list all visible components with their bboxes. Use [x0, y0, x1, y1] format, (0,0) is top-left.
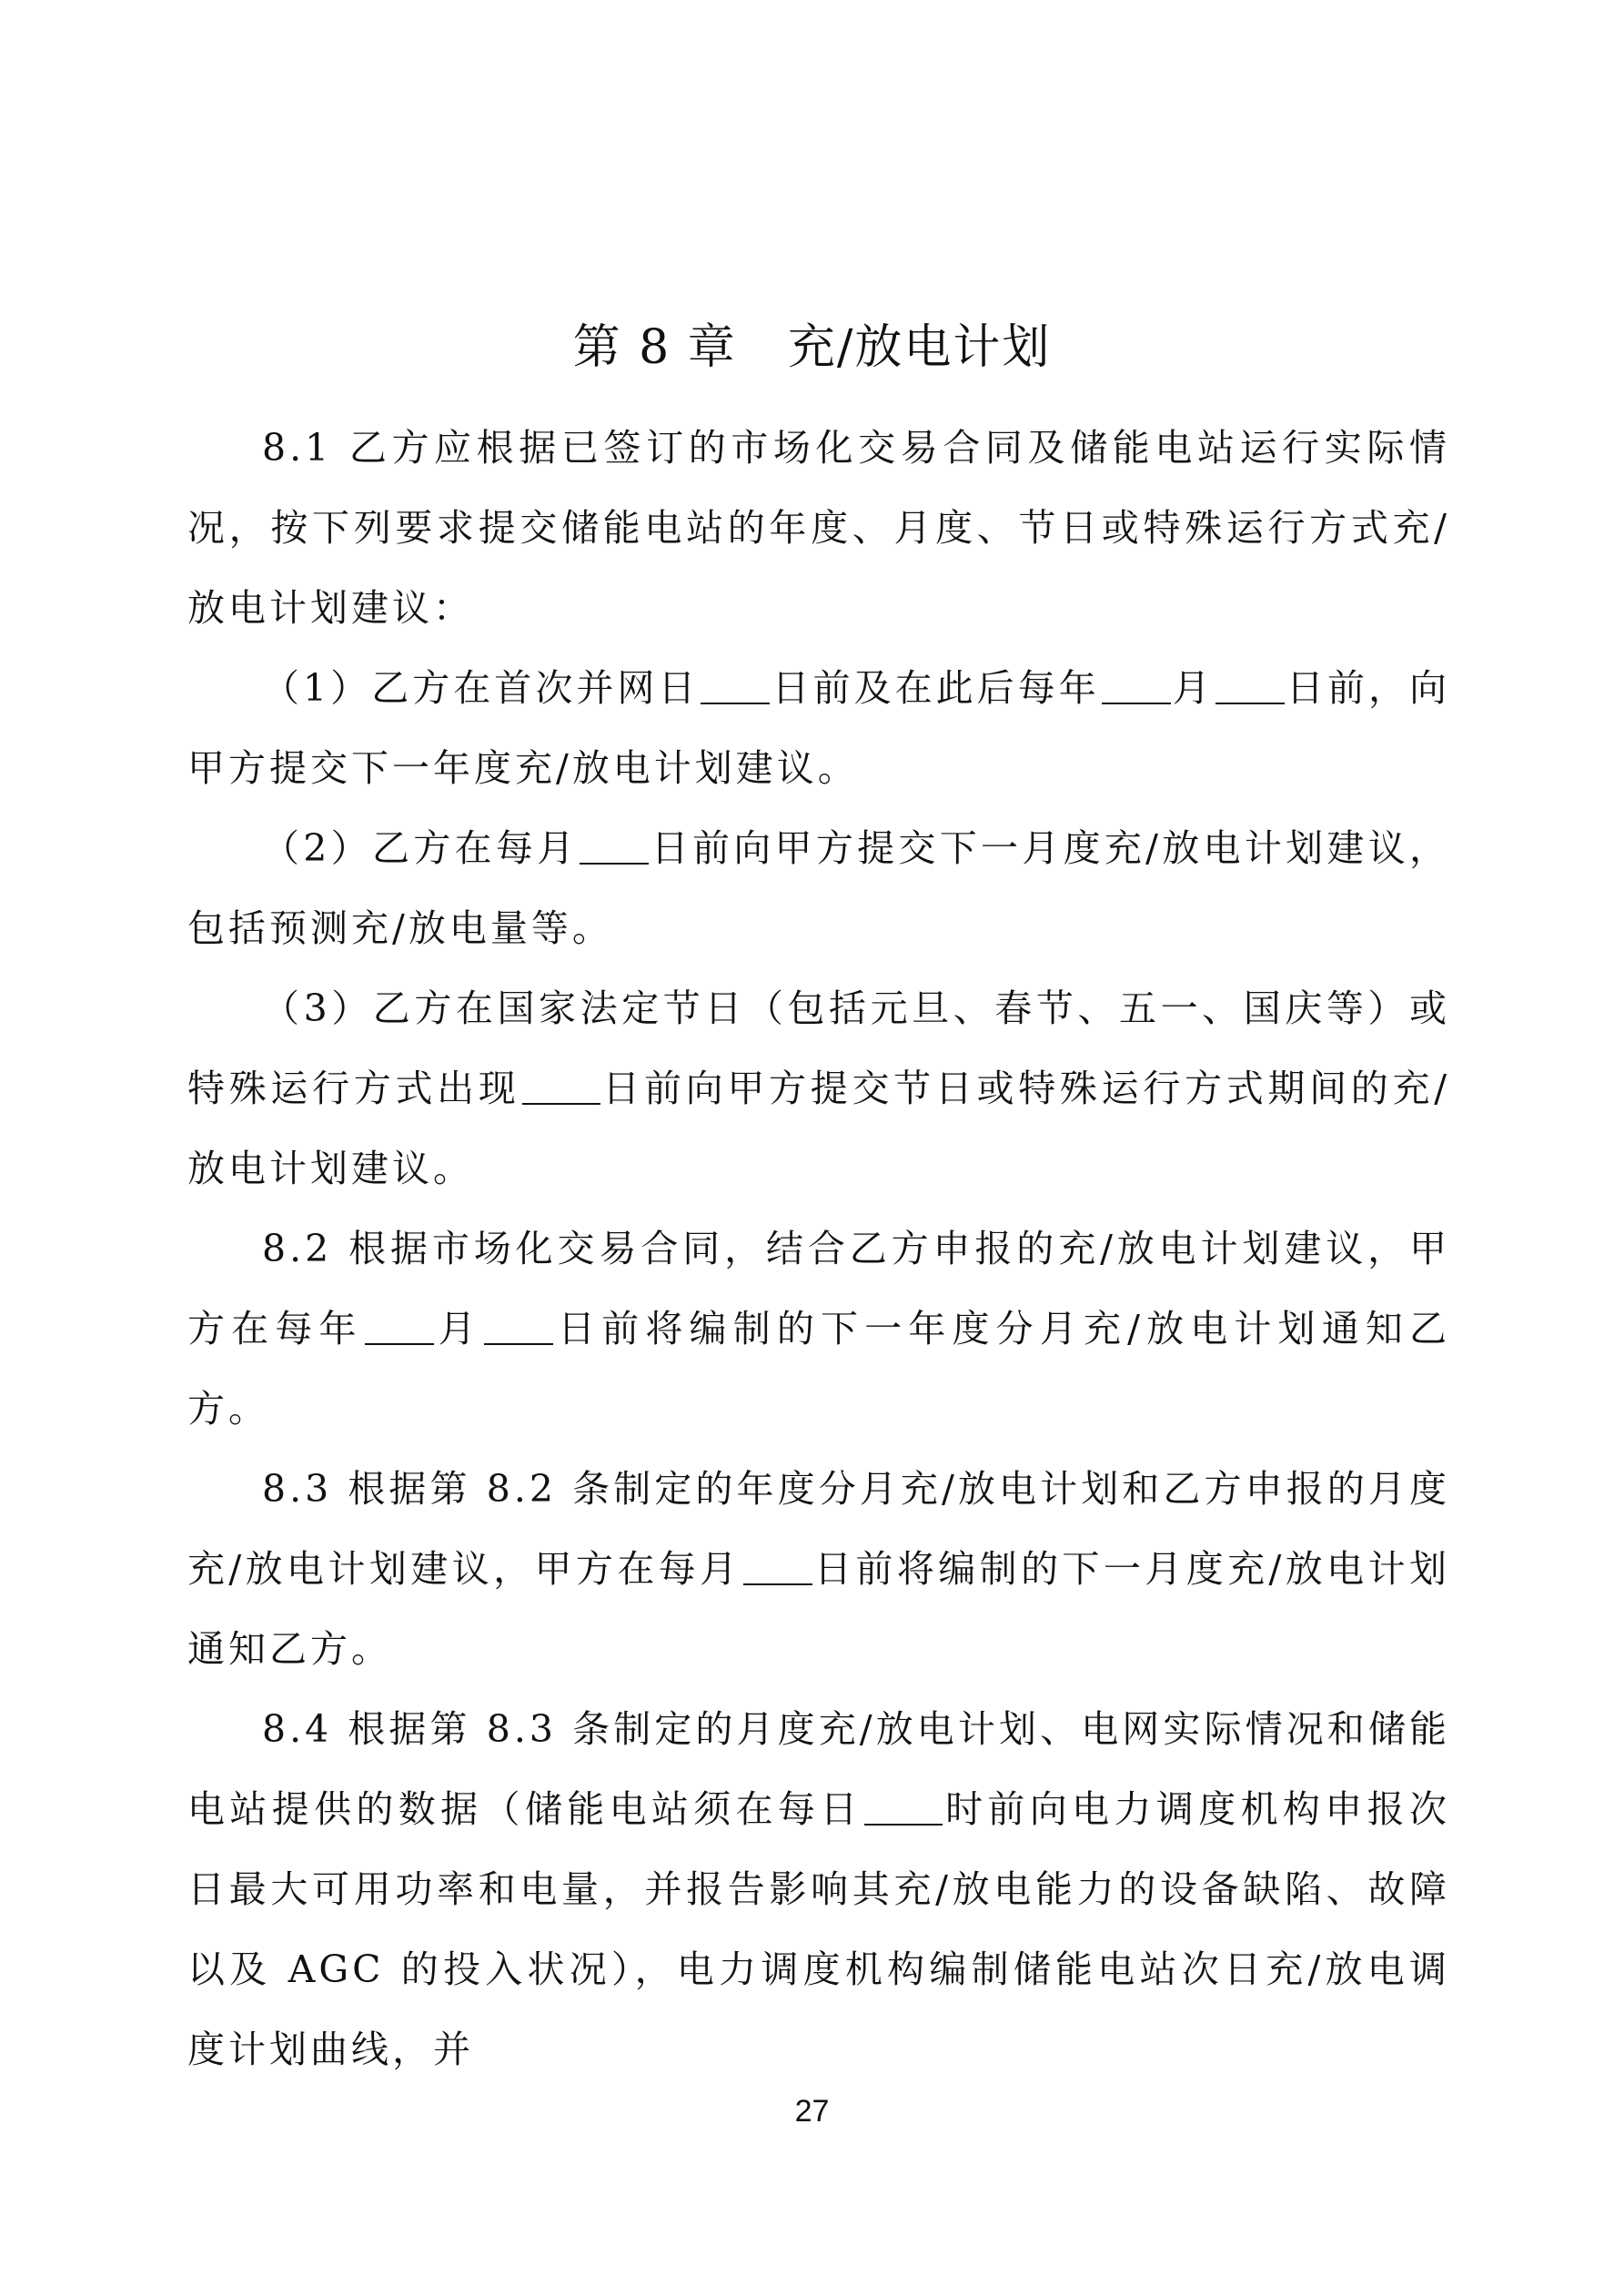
item-2-text-b: 日前向甲方提交下一月度充/放电计划建议，包括预测充/放电量等。 — [187, 826, 1450, 950]
item-1-text-a: （1）乙方在首次并网日 — [262, 666, 700, 710]
item-3-text-b: 日前向甲方提交节日或特殊运行方式期间的充/放电计划建议。 — [187, 1067, 1451, 1190]
item-2-text-a: （2）乙方在每月 — [262, 826, 579, 870]
fill-blank — [522, 1070, 600, 1105]
clause-8-3 — [187, 1449, 1450, 1689]
chapter-number: 第 8 章 — [572, 319, 737, 375]
clause-8-1-item-3 — [187, 968, 1450, 1209]
fill-blank — [1102, 670, 1171, 704]
fill-blank — [864, 1791, 943, 1826]
fill-blank — [365, 1310, 434, 1345]
item-1-text-b: 日前及在此后每年 — [772, 666, 1100, 710]
clause-8-1-item-2 — [187, 808, 1450, 968]
clause-8-2-text-b: 月 — [435, 1307, 482, 1350]
page-number: 27 — [794, 2094, 830, 2129]
body-text — [187, 408, 1450, 2089]
fill-blank — [1215, 670, 1285, 704]
clause-8-1-item-1 — [187, 648, 1450, 808]
clause-8-2-text-a: 8.2 根据市场化交易合同，结合乙方申报的充/放电计划建议，甲方在每年 — [187, 1227, 1450, 1350]
clause-8-4 — [187, 1689, 1450, 2089]
item-1-text-c: 月 — [1172, 666, 1214, 710]
item-3-text-a: （3）乙方在国家法定节日（包括元旦、春节、五一、国庆等）或特殊运行方式出现 — [187, 986, 1450, 1110]
clause-8-4-text-b: 时前向电力调度机构申报次日最大可用功率和电量，并报告影响其充/放电能力的设备缺陷、故障以及 AGC 的投入状况），电力调度机构编制储能电站次日充/放电调度计划曲线，并 — [187, 1787, 1451, 2071]
clause-8-3-text-b: 日前将编制的下一月度充/放电计划通知乙方。 — [187, 1547, 1451, 1671]
chapter-title — [0, 316, 1624, 379]
clause-8-1 — [187, 408, 1450, 648]
clause-8-2 — [187, 1209, 1450, 1449]
item-1-text-d: 日前，向甲方提交下一年度充/放电计划建议。 — [187, 666, 1451, 790]
fill-blank — [484, 1310, 553, 1345]
clause-8-2-text-c: 日前将编制的下一年度分月充/放电计划通知乙方。 — [187, 1307, 1451, 1431]
fill-blank — [580, 830, 649, 865]
clause-8-3-text-a: 8.3 根据第 8.2 条制定的年度分月充/放电计划和乙方申报的月度充/放电计划建议，甲方在每月 — [187, 1467, 1450, 1591]
chapter-name: 充/放电计划 — [787, 319, 1052, 375]
fill-blank — [743, 1551, 812, 1585]
clause-8-1-text: 8.1 乙方应根据已签订的市场化交易合同及储能电站运行实际情况，按下列要求提交储能电站的年度、月度、节日或特殊运行方式充/放电计划建议： — [187, 426, 1450, 630]
clause-8-4-text-a: 8.4 根据第 8.3 条制定的月度充/放电计划、电网实际情况和储能电站提供的数据（储能电站须在每日 — [187, 1707, 1450, 1831]
fill-blank — [701, 670, 770, 704]
